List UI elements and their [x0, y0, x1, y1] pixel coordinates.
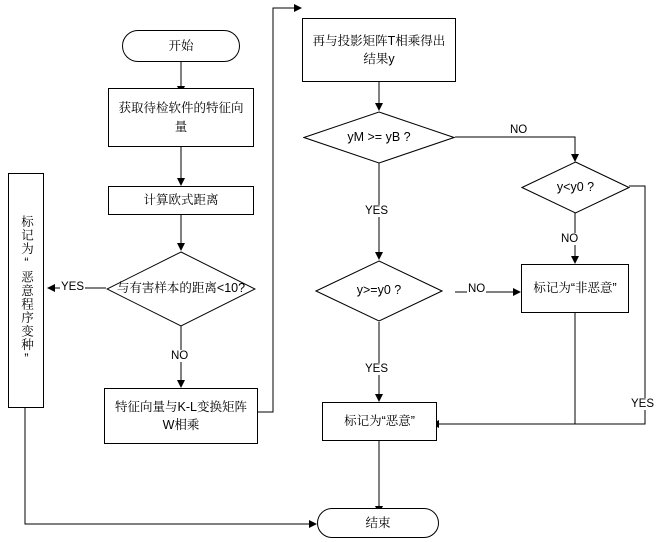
edge-label-y0-no: NO — [468, 283, 486, 295]
node-start-label: 开始 — [168, 38, 194, 53]
node-end-label: 结束 — [365, 515, 391, 530]
node-projection-matrix-label: 再与投影矩阵T相乘得出结果y — [312, 33, 446, 66]
edge-label-ylt-no: NO — [561, 233, 579, 245]
node-ym-yb-condition[interactable] — [303, 111, 455, 164]
edge-label-right-yes: YES — [631, 398, 655, 410]
node-distance-condition[interactable] — [106, 251, 256, 327]
edge-label-ym-no: NO — [510, 124, 528, 136]
node-y-ge-y0-condition-label: y>=y0 ? — [356, 283, 402, 298]
node-start[interactable] — [122, 30, 240, 62]
node-ym-yb-condition-label: yM >= yB ? — [347, 129, 411, 144]
edge-label-y0-yes: YES — [365, 363, 389, 375]
node-y-lt-y0-condition-label: y<y0 ? — [556, 179, 595, 194]
node-mark-benign[interactable] — [521, 264, 629, 313]
node-mark-variant-label: 标记为“恶意程序变种” — [19, 214, 34, 367]
node-distance-condition-label: 与有害样本的距离<10? — [116, 281, 246, 296]
node-mark-benign-label: 标记为“非恶意” — [533, 281, 617, 296]
node-mark-malicious[interactable] — [322, 402, 437, 441]
node-get-features-label: 获取待检软件的特征向量 — [118, 101, 244, 134]
node-mark-malicious-label: 标记为“恶意” — [344, 414, 415, 429]
node-projection-matrix[interactable] — [302, 18, 456, 82]
edge-label-dist-yes: YES — [61, 281, 85, 293]
node-end[interactable] — [317, 508, 439, 538]
node-y-ge-y0-condition[interactable] — [315, 260, 443, 322]
node-euclidean-distance-label: 计算欧式距离 — [143, 193, 219, 208]
node-kl-transform[interactable] — [104, 388, 258, 444]
node-kl-transform-label: 特征向量与K-L变换矩阵W相乘 — [115, 399, 247, 432]
node-euclidean-distance[interactable] — [108, 186, 254, 215]
node-y-lt-y0-condition[interactable] — [521, 161, 630, 214]
edge-label-dist-no: NO — [171, 350, 189, 362]
node-mark-variant[interactable] — [8, 173, 44, 408]
edge-label-ym-yes: YES — [365, 205, 389, 217]
node-get-features[interactable] — [108, 88, 254, 147]
